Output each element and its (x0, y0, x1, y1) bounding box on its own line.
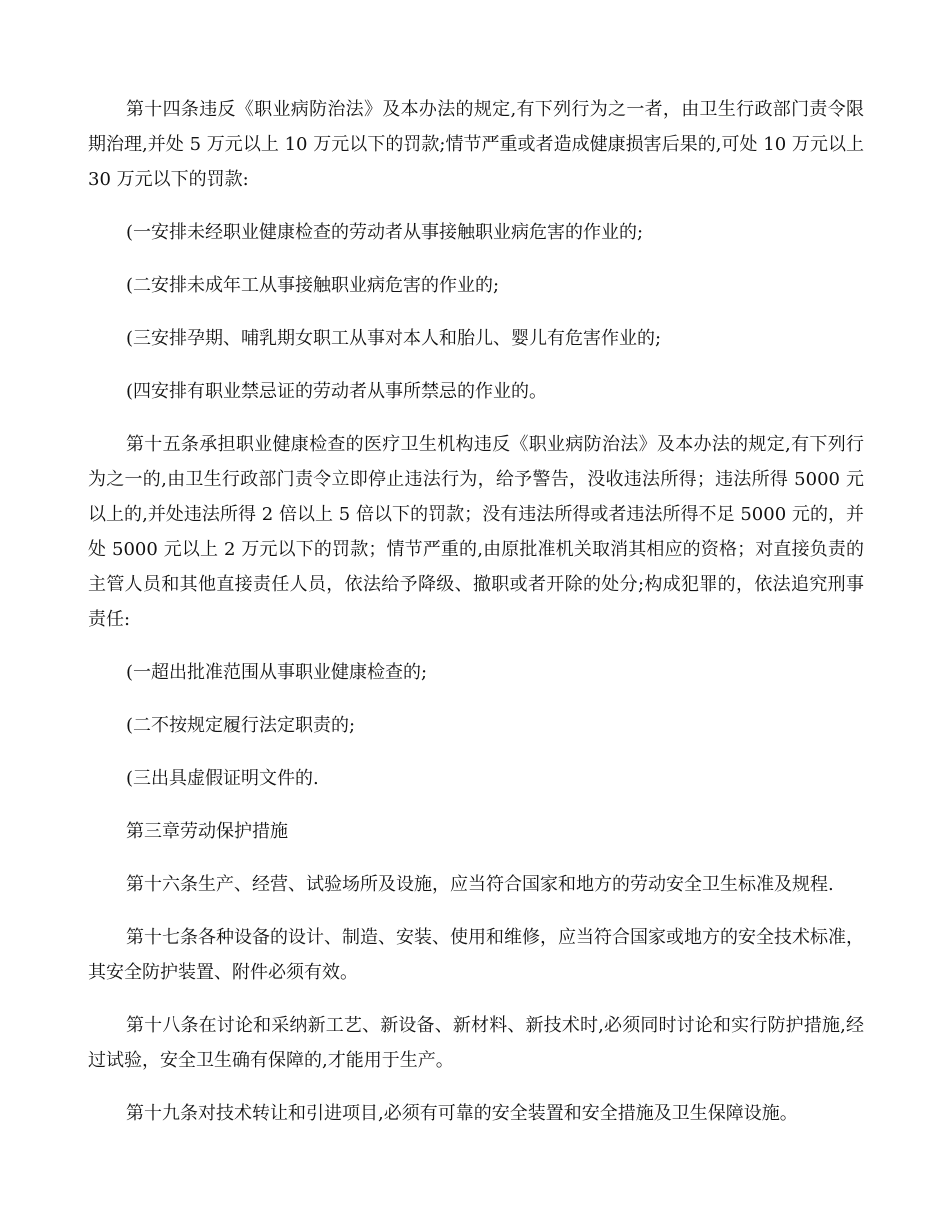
chapter-heading: 第三章劳动保护措施 (126, 821, 288, 842)
list-item-15-1: (一超出批准范围从事职业健康检查的; (126, 662, 428, 683)
paragraph-article-16: 第十六条生产、经营、试验场所及设施，应当符合国家和地方的劳动安全卫生标准及规程. (126, 874, 834, 895)
list-item-14-4: (四安排有职业禁忌证的劳动者从事所禁忌的作业的。 (126, 381, 548, 402)
document-page (88, 92, 864, 1149)
list-item-14-2: (二安排未成年工从事接触职业病危害的作业的; (126, 275, 500, 296)
paragraph-article-18: 第十八条在讨论和采纳新工艺、新设备、新材料、新技术时,必须同时讨论和实行防护措施,经过试验，安全卫生确有保障的,才能用于生产。 (88, 1015, 864, 1071)
list-item-14-3: (三安排孕期、哺乳期女职工从事对本人和胎儿、婴儿有危害作业的; (126, 328, 662, 349)
list-item-15-2: (二不按规定履行法定职责的; (126, 715, 356, 736)
list-item-15-3: (三出具虚假证明文件的. (126, 768, 319, 789)
paragraph-article-15: 第十五条承担职业健康检查的医疗卫生机构违反《职业病防治法》及本办法的规定,有下列行为之一的,由卫生行政部门责令立即停止违法行为，给予警告，没收违法所得；违法所得 5000 元以上的,并处违法所得 2 倍以上 5 倍以下的罚款；没有违法所得或者违法所得不足 5000 元的，并处 5000 元以上 2 万元以下的罚款；情节严重的,由原批准机关取消其相应的资格；对直接负责的主管人员和其他直接责任人员，依法给予降级、撤职或者开除的处分;构成犯罪的，依法追究刑事责任: (88, 434, 864, 630)
paragraph-article-14: 第十四条违反《职业病防治法》及本办法的规定,有下列行为之一者，由卫生行政部门责令限期治理,并处 5 万元以上 10 万元以下的罚款;情节严重或者造成健康损害后果的,可处 10 万元以上 30 万元以下的罚款: (88, 99, 864, 190)
paragraph-article-19: 第十九条对技术转让和引进项目,必须有可靠的安全装置和安全措施及卫生保障设施。 (126, 1103, 798, 1124)
paragraph-article-17: 第十七条各种设备的设计、制造、安装、使用和维修，应当符合国家或地方的安全技术标准，其安全防护装置、附件必须有效。 (88, 927, 864, 983)
list-item-14-1: (一安排未经职业健康检查的劳动者从事接触职业病危害的作业的; (126, 222, 644, 243)
